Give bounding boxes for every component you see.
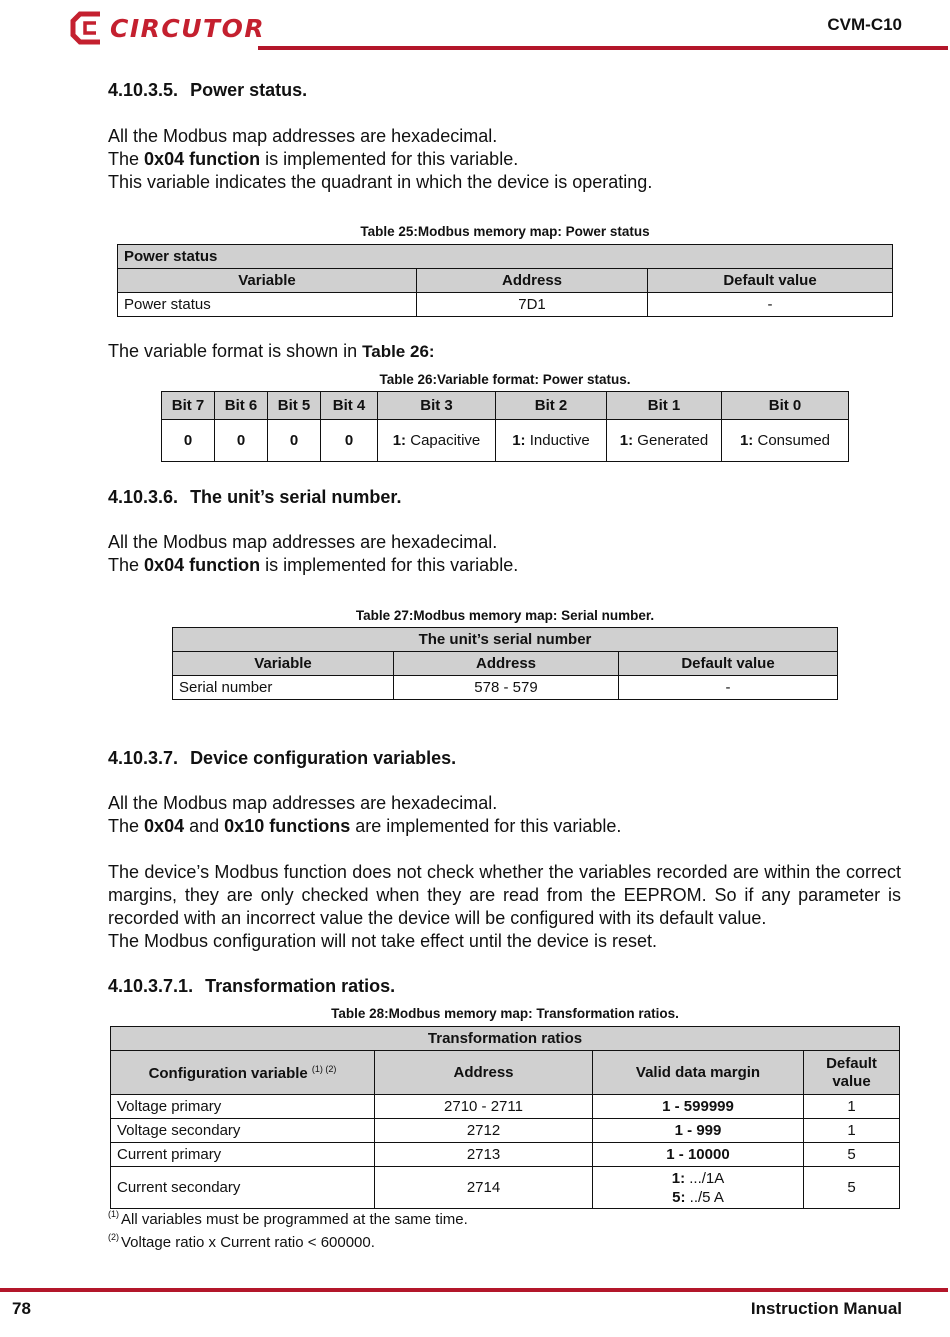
section-heading-power-status: 4.10.3.5. Power status.: [108, 80, 308, 100]
table26-header-bit0: Bit 0: [722, 392, 849, 420]
table-row: [111, 1119, 900, 1143]
table-row: [111, 1167, 900, 1209]
table25-cell: 7D1: [417, 293, 648, 317]
table25-cell: -: [648, 293, 893, 317]
format-reference-paragraph: The variable format is shown in Table 26:: [108, 341, 435, 361]
table-row: [111, 1143, 900, 1167]
table-row: [173, 676, 838, 700]
table26-caption: Table 26:Variable format: Power status.: [379, 372, 631, 387]
bit0-value: 1: Consumed: [722, 420, 849, 462]
table28-group-header: Transformation ratios: [111, 1027, 900, 1051]
page-number: 78: [12, 1299, 31, 1318]
bit6-value: 0: [215, 420, 268, 462]
table26-header-bit6: Bit 6: [215, 392, 268, 420]
table26: [161, 391, 849, 462]
table28-caption: Table 28:Modbus memory map: Transformation ratios.: [331, 1006, 679, 1021]
bit5-value: 0: [268, 420, 321, 462]
table28-cell: 2710 - 2711: [375, 1095, 593, 1119]
footnote-2: $^{(2)}$ Voltage ratio x Current ratio < 600000.: [108, 1232, 375, 1251]
manual-title: Instruction Manual: [750, 1299, 902, 1318]
table28: [110, 1026, 900, 1209]
circutor-logo-icon: [70, 11, 106, 45]
table25-caption: Table 25:Modbus memory map: Power status: [360, 224, 650, 239]
table27-header-address: Address: [394, 652, 619, 676]
serial-number-paragraph: All the Modbus map addresses are hexadecimal. The 0x04 function is implemented for this variable.: [108, 532, 519, 575]
power-status-paragraph: All the Modbus map addresses are hexadecimal. The 0x04 function is implemented for this variable. This variable indicates the quadrant in which the device is operating.: [108, 126, 653, 192]
bit1-value: 1: Generated: [607, 420, 722, 462]
bit3-value: 1: Capacitive: [378, 420, 496, 462]
header-rule: [258, 46, 948, 50]
table28-header-config-variable: Configuration variable $^{(1) (2)}$: [111, 1051, 375, 1095]
table25: [117, 244, 893, 317]
table28-cell: 1 - 10000: [593, 1143, 804, 1167]
table26-header-bit4: Bit 4: [321, 392, 378, 420]
bit7-value: 0: [162, 420, 215, 462]
device-config-paragraph: All the Modbus map addresses are hexadecimal. The 0x04 and 0x10 functions are implemented for this variable.: [108, 793, 622, 836]
table28-cell: Current secondary: [111, 1167, 375, 1209]
footer-rule: [0, 1288, 948, 1292]
table27-cell: -: [619, 676, 838, 700]
table25-header-variable: Variable: [118, 269, 417, 293]
table28-cell: 1 - 999: [593, 1119, 804, 1143]
bit4-value: 0: [321, 420, 378, 462]
table26-header-bit3: Bit 3: [378, 392, 496, 420]
table-row: [111, 1095, 900, 1119]
table25-header-address: Address: [417, 269, 648, 293]
table25-group-header: Power status: [118, 245, 893, 269]
table28-cell: 1: .../1A 5: ../5 A: [593, 1167, 804, 1209]
bit2-value: 1: Inductive: [496, 420, 607, 462]
table27-group-header: The unit’s serial number: [173, 628, 838, 652]
table28-cell: 2712: [375, 1119, 593, 1143]
table28-cell: Voltage primary: [111, 1095, 375, 1119]
brand-name: CIRCUTOR: [110, 13, 266, 43]
table27-header-default: Default value: [619, 652, 838, 676]
table25-cell: Power status: [118, 293, 417, 317]
table-row: [118, 293, 893, 317]
table27-cell: 578 - 579: [394, 676, 619, 700]
table28-cell: 5: [804, 1143, 900, 1167]
section-heading-transformation-ratios: 4.10.3.7.1. Transformation ratios.: [108, 976, 396, 996]
table27-cell: Serial number: [173, 676, 394, 700]
table28-cell: 1: [804, 1095, 900, 1119]
table28-cell: 2713: [375, 1143, 593, 1167]
model-name: CVM-C10: [827, 15, 902, 34]
table28-cell: 1: [804, 1119, 900, 1143]
table28-cell: 5: [804, 1167, 900, 1209]
table28-cell: Current primary: [111, 1143, 375, 1167]
table27-caption: Table 27:Modbus memory map: Serial number.: [355, 608, 655, 623]
table26-header-bit5: Bit 5: [268, 392, 321, 420]
section-heading-device-config: 4.10.3.7. Device configuration variables.: [108, 748, 457, 768]
table28-header-address: Address: [375, 1051, 593, 1095]
section-heading-serial-number: 4.10.3.6. The unit’s serial number.: [108, 487, 402, 507]
table26-header-bit1: Bit 1: [607, 392, 722, 420]
table25-header-default: Default value: [648, 269, 893, 293]
table28-header-valid-margin: Valid data margin: [593, 1051, 804, 1095]
table-row: [162, 420, 849, 462]
table28-cell: 2714: [375, 1167, 593, 1209]
table27: [172, 627, 838, 700]
table26-header-bit7: Bit 7: [162, 392, 215, 420]
brand-logo: [70, 10, 265, 46]
table28-cell: Voltage secondary: [111, 1119, 375, 1143]
table28-cell: 1 - 599999: [593, 1095, 804, 1119]
footnote-1: $^{(1)}$ All variables must be programmed at the same time.: [108, 1209, 468, 1228]
table26-header-bit2: Bit 2: [496, 392, 607, 420]
table27-header-variable: Variable: [173, 652, 394, 676]
table28-header-default: Default value: [804, 1051, 900, 1095]
margins-paragraph: The device’s Modbus function does not check whether the variables recorded are within the correct margins, they are only checked when they are read from the EEPROM. So if any parameter is recorded with an incorrect value the device will be configured with its default value. The Modbus configuration will not take effect until the device is reset.: [108, 862, 901, 951]
